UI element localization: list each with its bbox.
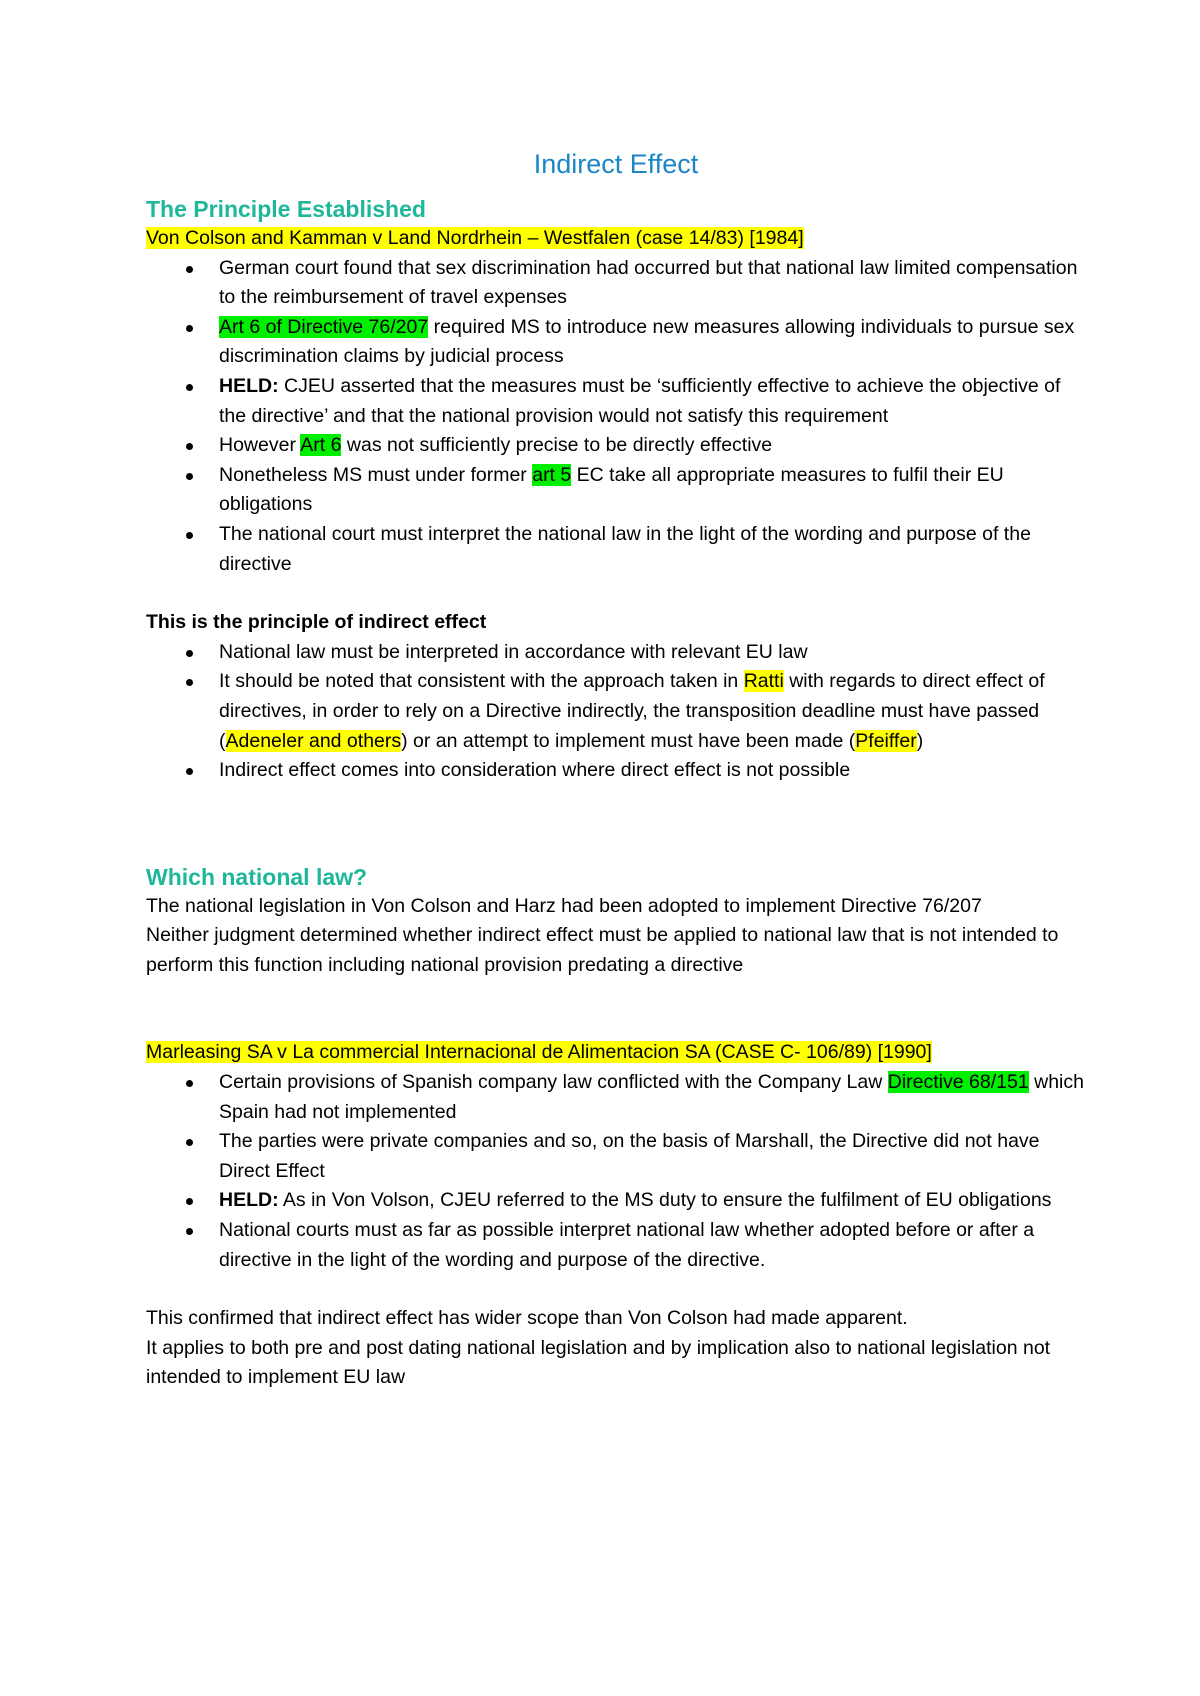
held-label: HELD: bbox=[219, 1189, 279, 1212]
list-item: The national court must interpret the national law in the light of the wording and purpose of the directive bbox=[219, 520, 1086, 579]
bullet-list-marleasing bbox=[146, 1068, 1086, 1275]
spacer bbox=[146, 980, 1086, 1038]
list-item-text: As in Von Volson, CJEU referred to the MS duty to ensure the fulfilment of EU obligations bbox=[278, 1189, 1052, 1212]
list-item-text: It should be noted that consistent with the approach taken in bbox=[219, 670, 744, 693]
list-item bbox=[219, 372, 1086, 431]
article-highlight: Art 6 of Directive 76/207 bbox=[219, 315, 429, 338]
paragraph: It applies to both pre and post dating national legislation and by implication also to national legislation not intended to implement EU law bbox=[146, 1336, 1051, 1389]
spacer bbox=[146, 1275, 1086, 1304]
held-label: HELD: bbox=[219, 374, 279, 397]
case-highlight: Marleasing SA v La commercial Internacional de Alimentacion SA (CASE C- 106/89) [1990] bbox=[146, 1041, 932, 1064]
list-item bbox=[219, 667, 1086, 756]
list-item bbox=[219, 461, 1086, 520]
list-item bbox=[219, 1186, 1086, 1216]
case-highlight: Ratti bbox=[743, 670, 784, 693]
list-item bbox=[219, 1068, 1086, 1127]
section-heading-which-law: Which national law? bbox=[146, 863, 368, 890]
list-item: National courts must as far as possible interpret national law whether adopted before or after a directive in the light of the wording and purpose of the directive. bbox=[219, 1216, 1086, 1275]
list-item-text: was not sufficiently precise to be directly effective bbox=[341, 434, 773, 457]
list-item: National law must be interpreted in accordance with relevant EU law bbox=[219, 638, 1086, 668]
list-item bbox=[219, 431, 1086, 461]
list-item-text: Nonetheless MS must under former bbox=[219, 463, 533, 486]
case-highlight: Adeneler and others bbox=[225, 729, 402, 752]
bullet-list-indirect-effect bbox=[146, 638, 1086, 786]
list-item-text: EC take all appropriate measures to fulfil their EU obligations bbox=[219, 463, 1004, 516]
bullet-list-principle bbox=[146, 254, 1086, 580]
spacer bbox=[146, 786, 1086, 862]
list-item-text: Certain provisions of Spanish company law conflicted with the Company Law bbox=[219, 1071, 888, 1094]
page-title: Indirect Effect bbox=[533, 149, 699, 179]
paragraph: This confirmed that indirect effect has wider scope than Von Colson had made apparent. bbox=[146, 1307, 908, 1330]
list-item-text: However bbox=[219, 434, 301, 457]
case-highlight: Pfeiffer bbox=[855, 729, 917, 752]
list-item: Indirect effect comes into consideration where direct effect is not possible bbox=[219, 756, 1086, 786]
article-highlight: Directive 68/151 bbox=[887, 1071, 1029, 1094]
list-item bbox=[219, 313, 1086, 372]
list-item-text: ) bbox=[916, 729, 924, 752]
paragraph: The national legislation in Von Colson and Harz had been adopted to implement Directive 76/207 bbox=[146, 894, 982, 917]
list-item: German court found that sex discrimination had occurred but that national law limited compensation to the reimbursement of travel expenses bbox=[219, 254, 1086, 313]
section-heading-principle: The Principle Established bbox=[146, 196, 426, 222]
list-item-text: ) or an attempt to implement must have been made ( bbox=[401, 729, 856, 752]
list-item-text: CJEU asserted that the measures must be ‘sufficiently effective to achieve the objective of the directive’ and that the national provision would not satisfy this requirement bbox=[219, 374, 1061, 427]
list-item-text: which Spain had not implemented bbox=[219, 1071, 1084, 1123]
list-item: The parties were private companies and so, on the basis of Marshall, the Directive did not have Direct Effect bbox=[219, 1127, 1086, 1186]
spacer bbox=[146, 579, 1086, 608]
article-highlight: art 5 bbox=[532, 463, 572, 486]
case-title-von-colson bbox=[146, 224, 1086, 254]
case-highlight: Von Colson and Kamman v Land Nordrhein – Westfalen (case 14/83) [1984] bbox=[146, 227, 804, 249]
list-item-text: with regards to direct effect of directives, in order to rely on a Directive indirectly, the transposition deadline must have passed ( bbox=[219, 670, 1045, 752]
document-content bbox=[146, 140, 1086, 1393]
case-title-marleasing bbox=[146, 1038, 1086, 1068]
section-heading-indirect-effect: This is the principle of indirect effect bbox=[146, 611, 487, 634]
paragraph: Neither judgment determined whether indirect effect must be applied to national law that is not intended to perform this function including national provision predating a directive bbox=[146, 924, 1059, 976]
list-item-text: required MS to introduce new measures allowing individuals to pursue sex discrimination claims by judicial process bbox=[219, 315, 1075, 368]
article-highlight: Art 6 bbox=[300, 434, 342, 457]
